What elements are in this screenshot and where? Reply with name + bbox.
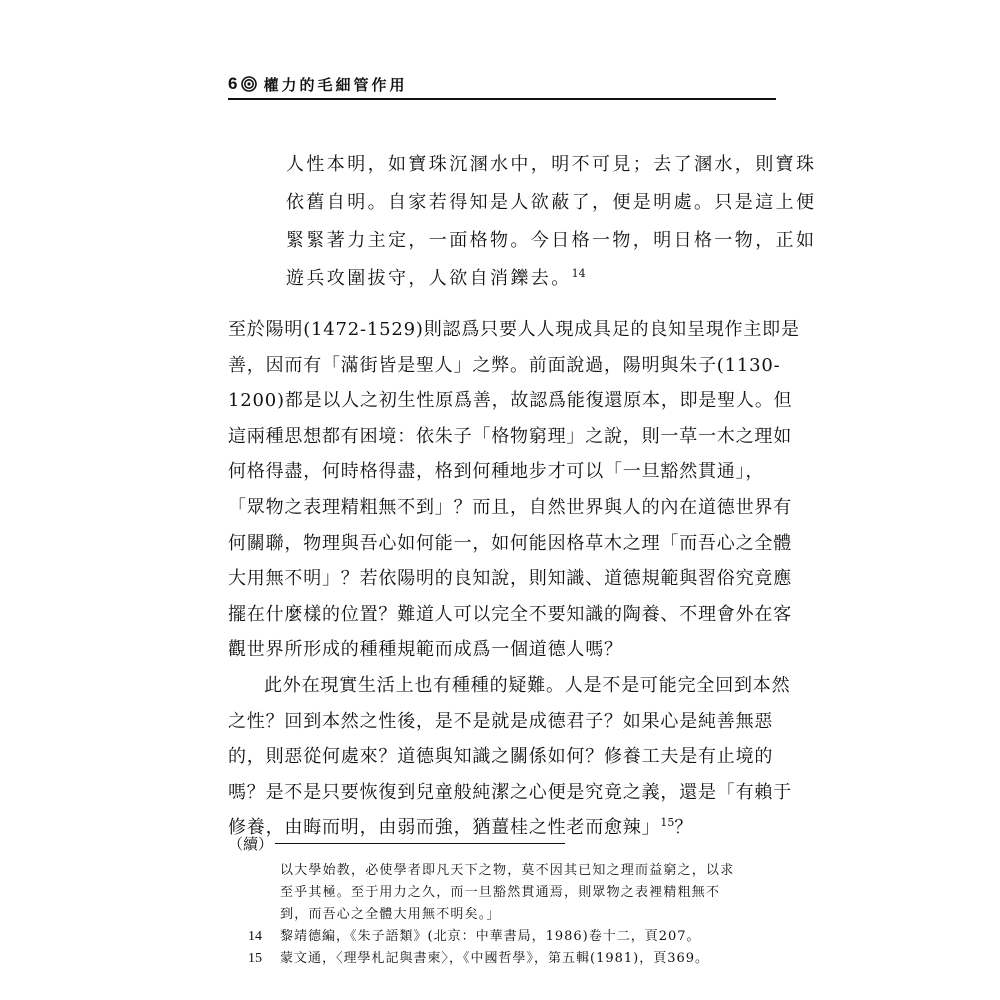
target-icon [241, 76, 257, 92]
page-number: 6 [228, 74, 238, 93]
body-line: 嗎？是不是只要恢復到兒童般純潔之心便是究竟之義，還是「有賴于 [228, 781, 792, 803]
footnote-text: 黎靖德編，《朱子語類》(北京：中華書局，1986)卷十二，頁207。 [280, 929, 701, 944]
footnote-marker-15: 15 [660, 816, 675, 830]
body-line: 此外在現實生活上也有種種的疑難。人是不是可能完全回到本然 [264, 674, 791, 696]
body-line: 觀世界所形成的種種規範而成爲一個道德人嗎？ [228, 639, 623, 661]
header-rule [228, 98, 776, 100]
quote-line-text: 遊兵攻圍拔守，人欲自消鑠去。 [286, 268, 572, 289]
body-line: 至於陽明(1472-1529)則認爲只要人人現成具足的良知呈現作主即是 [228, 319, 800, 340]
body-line: 善，因而有「滿街皆是聖人」之弊。前面說過，陽明與朱子(1130- [228, 354, 781, 376]
footnote-line: 以大學始教，必使學者即凡天下之物，莫不因其已知之理而益窮之，以求 [280, 863, 735, 878]
block-quote [286, 146, 817, 298]
footnote-marker-14: 14 [571, 267, 586, 280]
running-header [228, 72, 776, 96]
body-text [228, 312, 800, 846]
footnote-text: 蒙文通，〈理學札記與書柬〉，《中國哲學》，第五輯(1981)，頁369。 [280, 951, 710, 966]
footnote-number: 14 [248, 929, 262, 944]
paragraph-2 [228, 668, 792, 846]
body-line: 這兩種思想都有困境：依朱子「格物窮理」之說，則一草一木之理如 [228, 425, 792, 447]
running-title: 權力的毛細管作用 [263, 75, 408, 94]
footnote-rule [275, 843, 565, 844]
footnote-item [228, 926, 780, 948]
footnote-line: 到，而吾心之全體大用無不明矣。」 [280, 907, 501, 922]
footnote-line: 至乎其極。至于用力之久，而一旦豁然貫通焉，則眾物之表裡精粗無不 [280, 885, 721, 900]
footnote-number: 15 [248, 951, 262, 966]
quote-line: 人性本明，如寶珠沉溷水中，明不可見；去了溷水，則寶珠 [286, 154, 817, 175]
footnote-continued-label: （續） [228, 834, 274, 853]
body-line: 「眾物之表理精粗無不到」？而且，自然世界與人的內在道德世界有 [228, 496, 792, 518]
quote-line: 依舊自明。自家若得知是人欲蔽了，便是明處。只是這上便 [286, 192, 817, 213]
body-line-tail: ？ [674, 817, 694, 839]
body-line: 之性？回到本然之性後，是不是就是成德君子？如果心是純善無惡 [228, 710, 774, 732]
body-line: 何關聯，物理與吾心如何能一，如何能因格草木之理「而吾心之全體 [228, 532, 792, 554]
body-line-text: 修養，由晦而明，由弱而強，猶薑桂之性老而愈辣」 [228, 817, 661, 839]
footnote-item [228, 948, 780, 970]
paragraph-1 [228, 312, 800, 668]
body-line: 1200)都是以人之初生性原爲善，故認爲能復還原本，即是聖人。但 [228, 390, 793, 412]
body-line: 擺在什麼樣的位置？難道人可以完全不要知識的陶養、不理會外在客 [228, 603, 792, 625]
footnote-continued-row [228, 832, 780, 854]
quote-line-last [286, 260, 766, 298]
quote-line: 緊緊著力主定，一面格物。今日格一物，明日格一物，正如 [286, 230, 817, 251]
body-line: 何格得盡，何時格得盡，格到何種地步才可以「一旦豁然貫通」， [228, 461, 765, 483]
body-line: 的，則惡從何處來？道德與知識之關係如何？修養工夫是有止境的 [228, 746, 774, 768]
body-line: 大用無不明」？若依陽明的良知說，則知識、道德規範與習俗究竟應 [228, 568, 792, 590]
footnote-continued-text [280, 860, 780, 926]
footnotes [228, 832, 780, 970]
